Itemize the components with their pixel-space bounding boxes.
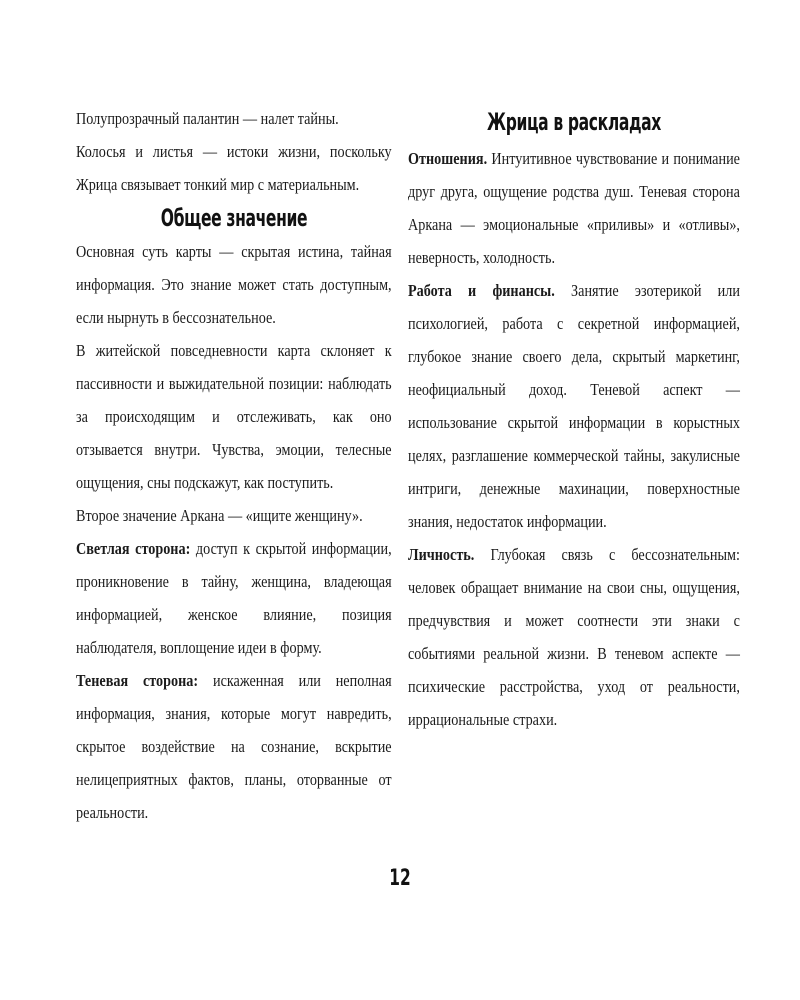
light-side-text: доступ к скрытой информации, проникновение в тайну, женщина, владеющая информацией, женское влияние, позиция наблюдателя, воплощение идеи в форму. bbox=[76, 539, 392, 657]
work-finance-text: Занятие эзотерикой или психологией, работа с секретной информацией, глубокое знание своего дела, скрытый маркетинг, неофициальный доход. Теневой аспект — использование скрытой информации в корыстных целях, разглашение коммерческой тайны, закулисные интриги, денежные махинации, поверхностные знания, недостаток информации. bbox=[408, 281, 740, 531]
personality-label: Личность. bbox=[408, 545, 475, 564]
personality-text: Глубокая связь с бессознательным: человек обращает внимание на свои сны, ощущения, предчувствия и может соотнести эти знаки с событиями реальной жизни. В теневом аспекте — психические расстройства, уход от реальности, иррациональные страхи. bbox=[408, 545, 740, 729]
page-number: 12 bbox=[389, 866, 411, 891]
shadow-side-text: искаженная или неполная информация, знания, которые могут навредить, скрытое воздействие на сознание, вскрытие нелицеприятных фактов, планы, оторванные от реальности. bbox=[76, 671, 392, 822]
shadow-side-label: Теневая сторона: bbox=[76, 671, 199, 690]
left-column bbox=[76, 102, 392, 829]
paragraph-second-meaning: Второе значение Аркана — «ищите женщину». bbox=[76, 506, 363, 525]
paragraph-work-finance bbox=[408, 274, 740, 538]
paragraph-shadow-side bbox=[76, 664, 392, 829]
relationships-label: Отношения. bbox=[408, 149, 488, 168]
section-heading-readings: Жрица в раскладах bbox=[487, 108, 661, 136]
intro-paragraph-veil: Полупрозрачный палантин — налет тайны. bbox=[76, 109, 339, 128]
paragraph-relationships bbox=[408, 142, 740, 274]
intro-paragraph-ears: Колосья и листья — истоки жизни, поскольку Жрица связывает тонкий мир с материальным. bbox=[76, 142, 392, 194]
paragraph-light-side bbox=[76, 532, 392, 664]
paragraph-everyday: В житейской повседневности карта склоняет к пассивности и выжидательной позиции: наблюдать за происходящим и отслеживать, как оно отзывается внутри. Чувства, эмоции, телесные ощущения, сны подскажут, как поступить. bbox=[76, 341, 392, 492]
section-heading-general-meaning: Общее значение bbox=[160, 204, 308, 232]
light-side-label: Светлая сторона: bbox=[76, 539, 191, 558]
right-column bbox=[408, 102, 740, 736]
paragraph-essence: Основная суть карты — скрытая истина, тайная информация. Это знание может стать доступным, если нырнуть в бессознательное. bbox=[76, 242, 392, 327]
work-finance-label: Работа и финансы. bbox=[408, 281, 555, 300]
paragraph-personality bbox=[408, 538, 740, 736]
relationships-text: Интуитивное чувствование и понимание друг друга, ощущение родства душ. Теневая сторона Аркана — эмоциональные «приливы» и «отливы», неверность, холодность. bbox=[408, 149, 740, 267]
